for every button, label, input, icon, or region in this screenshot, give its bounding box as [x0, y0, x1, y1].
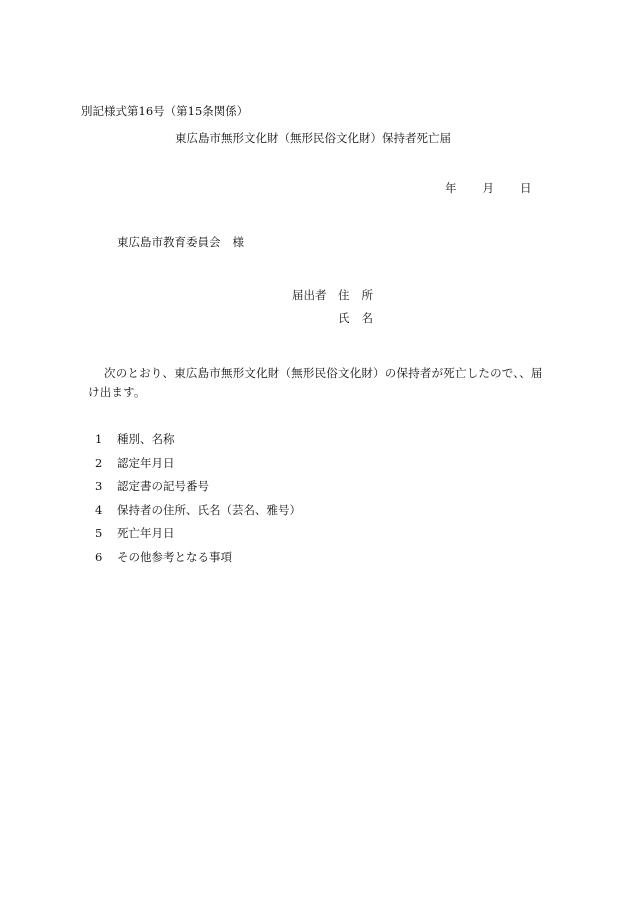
addressee-name: 東広島市教育委員会 — [117, 235, 221, 249]
addressee-honorific: 様 — [232, 235, 244, 249]
item-number: 3 — [95, 479, 103, 493]
addressee — [117, 237, 244, 249]
document-title: 東広島市無形文化財（無形民俗文化財）保持者死亡届 — [175, 131, 451, 145]
date-year-label: 年 — [445, 181, 457, 195]
list-item — [95, 528, 301, 552]
name-char-2: 名 — [361, 311, 373, 325]
list-item — [95, 481, 301, 505]
item-number: 4 — [95, 502, 103, 517]
item-number: 6 — [95, 549, 103, 564]
date-month-label: 月 — [482, 181, 494, 195]
reporter-label: 届出者 — [292, 288, 327, 302]
item-label: 認定書の記号番号 — [117, 479, 209, 493]
item-list — [95, 434, 301, 575]
item-number: 1 — [95, 432, 103, 446]
reporter-name-label — [338, 313, 373, 325]
item-label: 保持者の住所、氏名（芸名、雅号） — [117, 502, 301, 517]
item-label: その他参考となる事項 — [117, 549, 232, 564]
list-item — [95, 434, 301, 458]
item-number: 2 — [95, 455, 103, 470]
address-char-2: 所 — [361, 288, 373, 302]
date-day-label: 日 — [520, 181, 532, 195]
list-item — [95, 502, 301, 529]
list-item — [95, 549, 301, 576]
item-label: 種別、名称 — [117, 432, 175, 446]
body-paragraph: 次のとおり、東広島市無形文化財（無形民俗文化財）の保持者が死亡したので、、届け出ます。 — [88, 366, 543, 399]
form-number: 別記様式第16号（第15条関係） — [81, 104, 249, 118]
reporter-address-label — [338, 290, 373, 302]
list-item — [95, 455, 301, 482]
item-label: 死亡年月日 — [117, 526, 175, 540]
name-char-1: 氏 — [338, 311, 350, 325]
item-label: 認定年月日 — [117, 455, 175, 470]
address-char-1: 住 — [338, 288, 350, 302]
item-number: 5 — [95, 526, 103, 540]
date-line — [445, 183, 532, 195]
